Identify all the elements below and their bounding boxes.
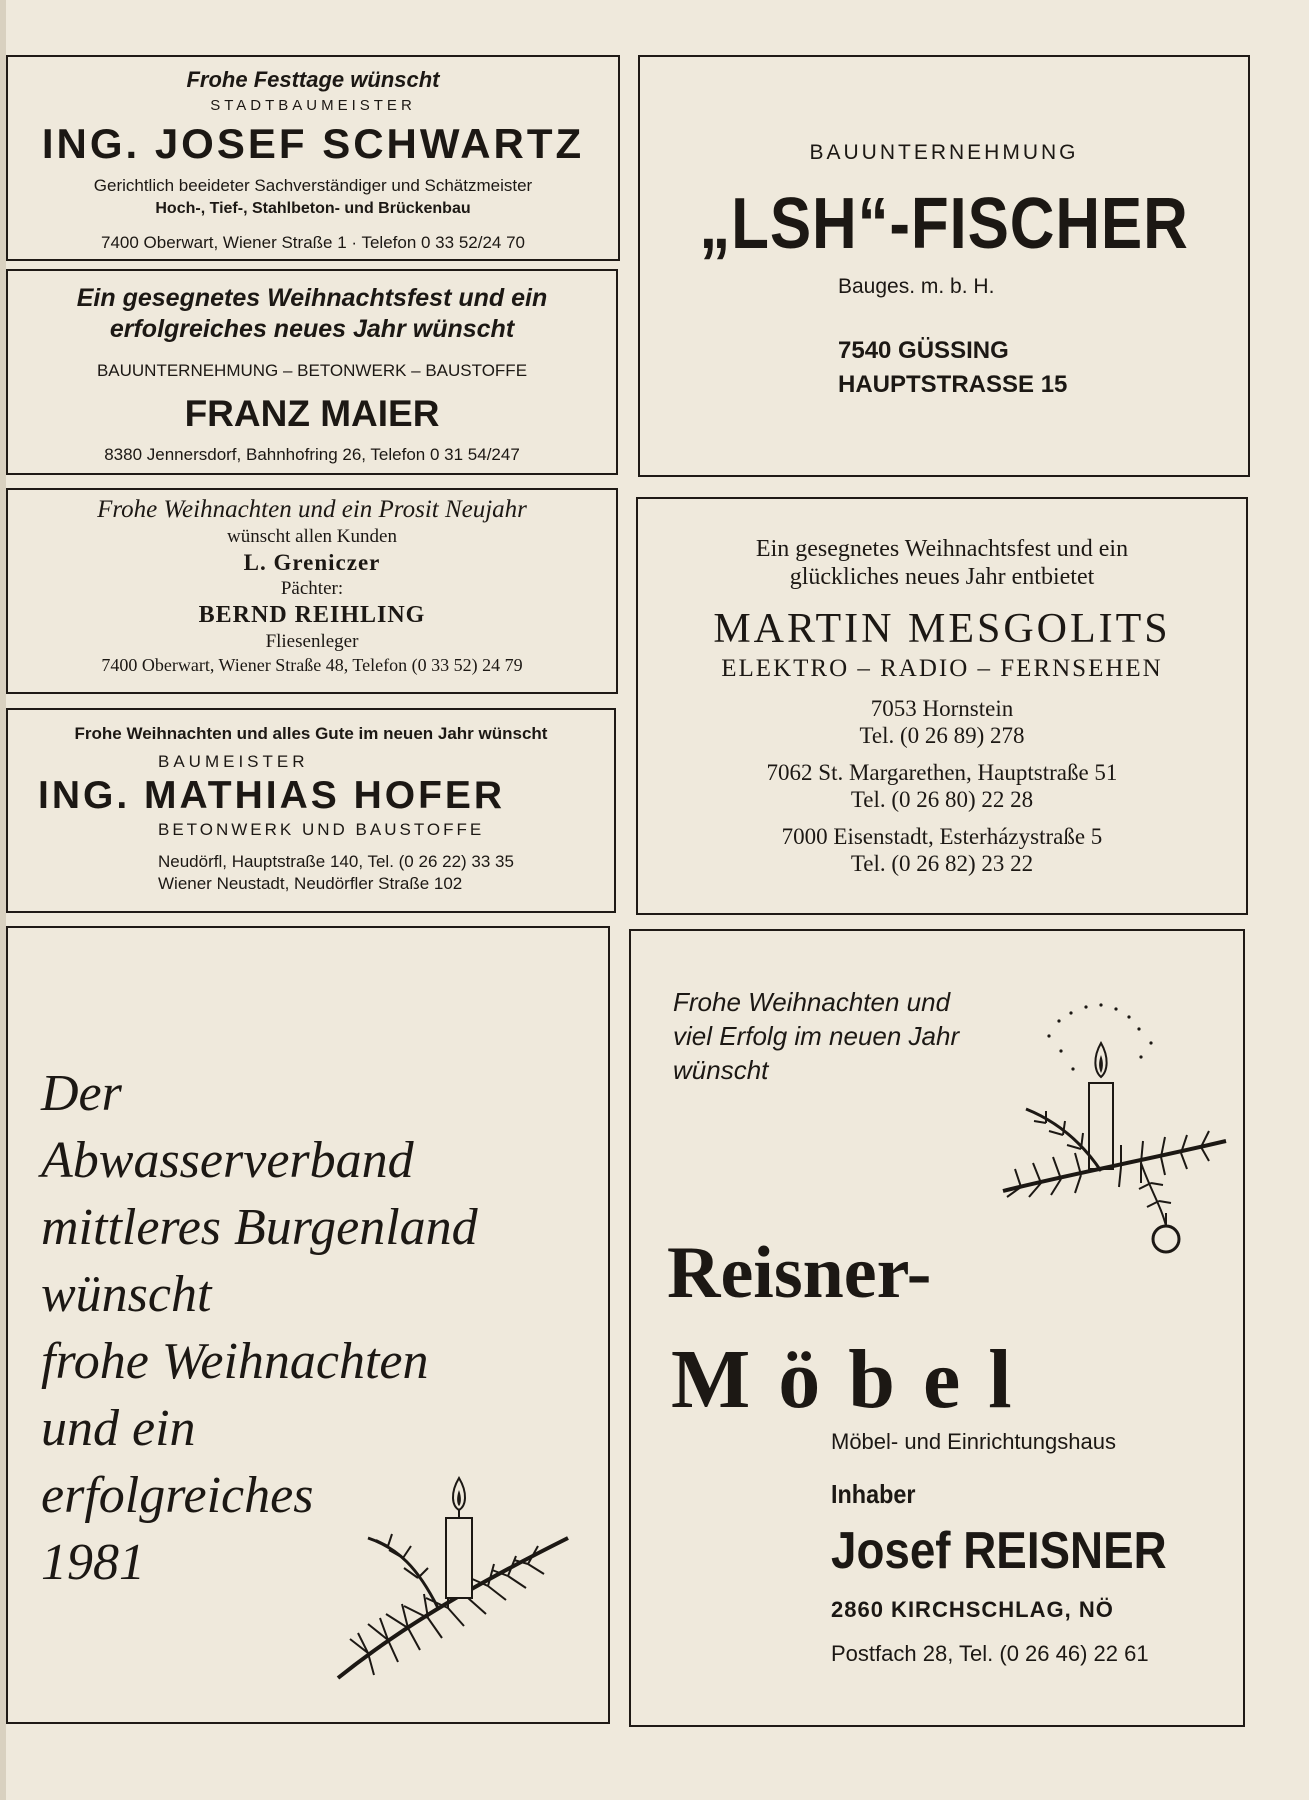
ad-services: BETONWERK UND BAUSTOFFE [158, 820, 485, 839]
ad-brand-name: Reisner- [667, 1232, 932, 1314]
ad-greeting-line: wünscht [41, 1266, 212, 1323]
ad-greeting-line: Der [41, 1065, 122, 1122]
ad-title: BAUMEISTER [158, 752, 309, 771]
ad-trade: Fliesenleger [265, 631, 359, 652]
ad-company-name: ING. MATHIAS HOFER [38, 774, 506, 817]
ad-martin-mesgolits [636, 497, 1248, 915]
ad-address-line: Wiener Neustadt, Neudörfler Straße 102 [158, 874, 463, 893]
ad-services: Hoch-, Tief-, Stahlbeton- und Brückenbau [155, 200, 471, 217]
ad-city: 7540 GÜSSING [838, 337, 1009, 364]
ad-lsh-fischer [638, 55, 1250, 477]
ad-greeting: Frohe Weihnachten und alles Gute im neuen Jahr wünscht [74, 724, 548, 743]
ad-company-name: „LSH“-FISCHER [699, 184, 1189, 264]
ad-location-address: 7053 Hornstein [870, 696, 1014, 721]
ad-greeting [673, 985, 959, 1087]
ad-city: 2860 KIRCHSCHLAG, NÖ [831, 1597, 1114, 1622]
ad-address: 7400 Oberwart, Wiener Straße 1 · Telefon 0 33 52/24 70 [101, 233, 525, 252]
ad-bernd-reihling [6, 488, 618, 694]
ad-greeting-line: 1981 [41, 1534, 145, 1591]
ad-greeting-line: Ein gesegnetes Weihnachtsfest und ein [755, 536, 1129, 562]
ad-services: BAUUNTERNEHMUNG – BETONWERK – BAUSTOFFE [96, 361, 528, 380]
ad-greeting: Frohe Weihnachten und ein Prosit Neujahr [97, 496, 527, 523]
ad-company-name: ING. JOSEF SCHWARTZ [41, 120, 585, 167]
ad-category: BAUUNTERNEHMUNG [809, 141, 1079, 164]
ad-greeting [8, 283, 616, 345]
ad-company-name: MARTIN MESGOLITS [713, 606, 1171, 652]
ad-greeting-line: und ein [41, 1400, 196, 1457]
ad-franz-maier [6, 269, 618, 475]
ad-legal-form: Bauges. m. b. H. [838, 275, 995, 298]
candle-branch-icon [328, 1458, 578, 1688]
ad-description: Möbel- und Einrichtungshaus [831, 1429, 1116, 1454]
ad-location-phone: Tel. (0 26 82) 23 22 [850, 851, 1034, 876]
ad-greeting-line: Abwasserverband [41, 1132, 414, 1189]
ad-location-address: 7062 St. Margarethen, Hauptstraße 51 [766, 760, 1118, 785]
ad-greeting-line: erfolgreiches neues Jahr wünscht [109, 315, 515, 343]
ad-abwasserverband [6, 926, 610, 1724]
ad-location [638, 823, 1246, 877]
ad-owner-name: Josef REISNER [831, 1522, 1167, 1580]
ad-location-phone: Tel. (0 26 89) 278 [859, 723, 1025, 748]
ad-greeting-line: Frohe Weihnachten und [673, 987, 951, 1017]
ad-address: 7400 Oberwart, Wiener Straße 48, Telefon (0 33 52) 24 79 [101, 655, 523, 675]
ad-greeting [638, 535, 1246, 591]
ad-tenant-name: BERND REIHLING [198, 602, 426, 628]
ad-reisner-moebel [629, 929, 1245, 1727]
ad-greeting-line: frohe Weihnachten [41, 1333, 429, 1390]
ad-mathias-hofer [6, 708, 616, 913]
ad-address: 8380 Jennersdorf, Bahnhofring 26, Telefon 0 31 54/247 [104, 445, 520, 464]
candle-branch-icon [1001, 991, 1231, 1261]
ad-location-address: 7000 Eisenstadt, Esterházystraße 5 [781, 824, 1103, 849]
ad-services: ELEKTRO – RADIO – FERNSEHEN [721, 655, 1163, 682]
ad-brand-name: Möbel [671, 1333, 1040, 1426]
ad-owner-label: Inhaber [831, 1479, 916, 1509]
ad-location [638, 695, 1246, 749]
ad-greeting-line: wünscht [673, 1055, 769, 1085]
ad-street: HAUPTSTRASSE 15 [838, 371, 1068, 398]
ad-josef-schwartz [6, 55, 620, 261]
ad-greeting-line: erfolgreiches [41, 1467, 314, 1524]
ad-greeting: Frohe Festtage wünscht [186, 67, 440, 92]
ad-owner-name: L. Greniczer [243, 550, 381, 575]
ad-location-phone: Tel. (0 26 80) 22 28 [850, 787, 1034, 812]
ad-greeting-line: wünscht allen Kunden [227, 526, 397, 547]
ad-greeting-line: glückliches neues Jahr entbietet [789, 564, 1095, 590]
ad-title: STADTBAUMEISTER [210, 97, 416, 114]
ad-company-name: FRANZ MAIER [184, 393, 440, 434]
ad-tenant-label: Pächter: [280, 578, 344, 599]
ad-greeting-line: mittleres Burgenland [41, 1199, 478, 1256]
ad-postal-phone: Postfach 28, Tel. (0 26 46) 22 61 [831, 1641, 1149, 1666]
ad-location [638, 759, 1246, 813]
ad-greeting-line: viel Erfolg im neuen Jahr [673, 1021, 960, 1051]
ad-qualification: Gerichtlich beeideter Sachverständiger und Schätzmeister [93, 176, 533, 195]
ad-greeting-line: Ein gesegnetes Weihnachtsfest und ein [76, 284, 548, 312]
ad-address-line: Neudörfl, Hauptstraße 140, Tel. (0 26 22) 33 35 [158, 852, 514, 871]
